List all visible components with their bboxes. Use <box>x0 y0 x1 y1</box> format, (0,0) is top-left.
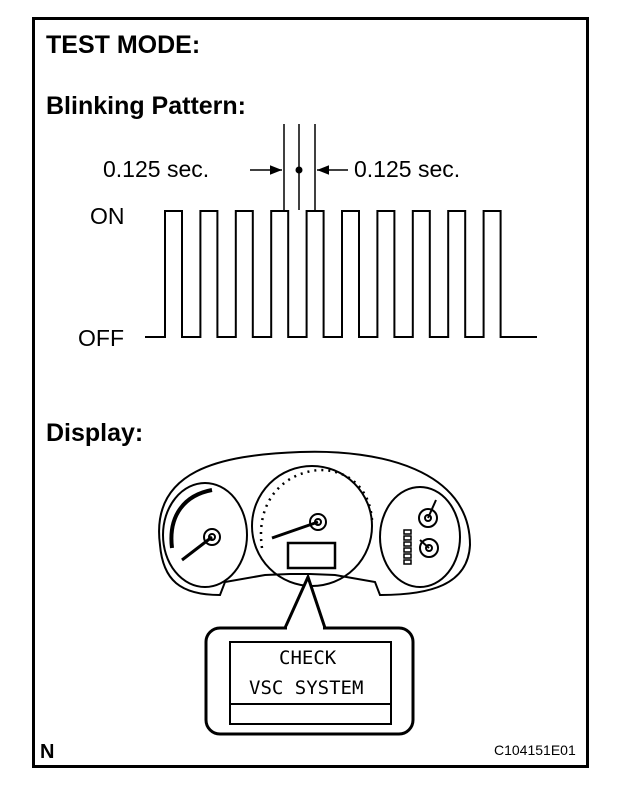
test-mode-title: TEST MODE: <box>46 31 201 59</box>
center-gauge-needle <box>272 522 318 538</box>
on-label: ON <box>90 203 125 229</box>
left-gauge-needle <box>182 537 212 560</box>
fuel-level-bars <box>404 530 411 564</box>
timing-dot <box>296 167 303 174</box>
lcd-line-vsc-system: VSC SYSTEM <box>249 677 364 699</box>
right-gauge <box>380 487 460 587</box>
left-gauge-scale <box>171 490 212 548</box>
interval-left-label: 0.125 sec. <box>103 156 210 182</box>
blinking-pattern-heading: Blinking Pattern: <box>46 92 247 120</box>
footer-letter: N <box>40 741 55 763</box>
interval-right-label: 0.125 sec. <box>354 156 461 182</box>
lcd-line-check: CHECK <box>279 647 337 669</box>
display-heading: Display: <box>46 419 144 447</box>
instrument-cluster <box>159 452 470 595</box>
blink-waveform <box>145 211 537 337</box>
off-label: OFF <box>78 325 124 351</box>
cluster-lcd <box>288 543 335 568</box>
figure-code: C104151E01 <box>494 742 576 758</box>
